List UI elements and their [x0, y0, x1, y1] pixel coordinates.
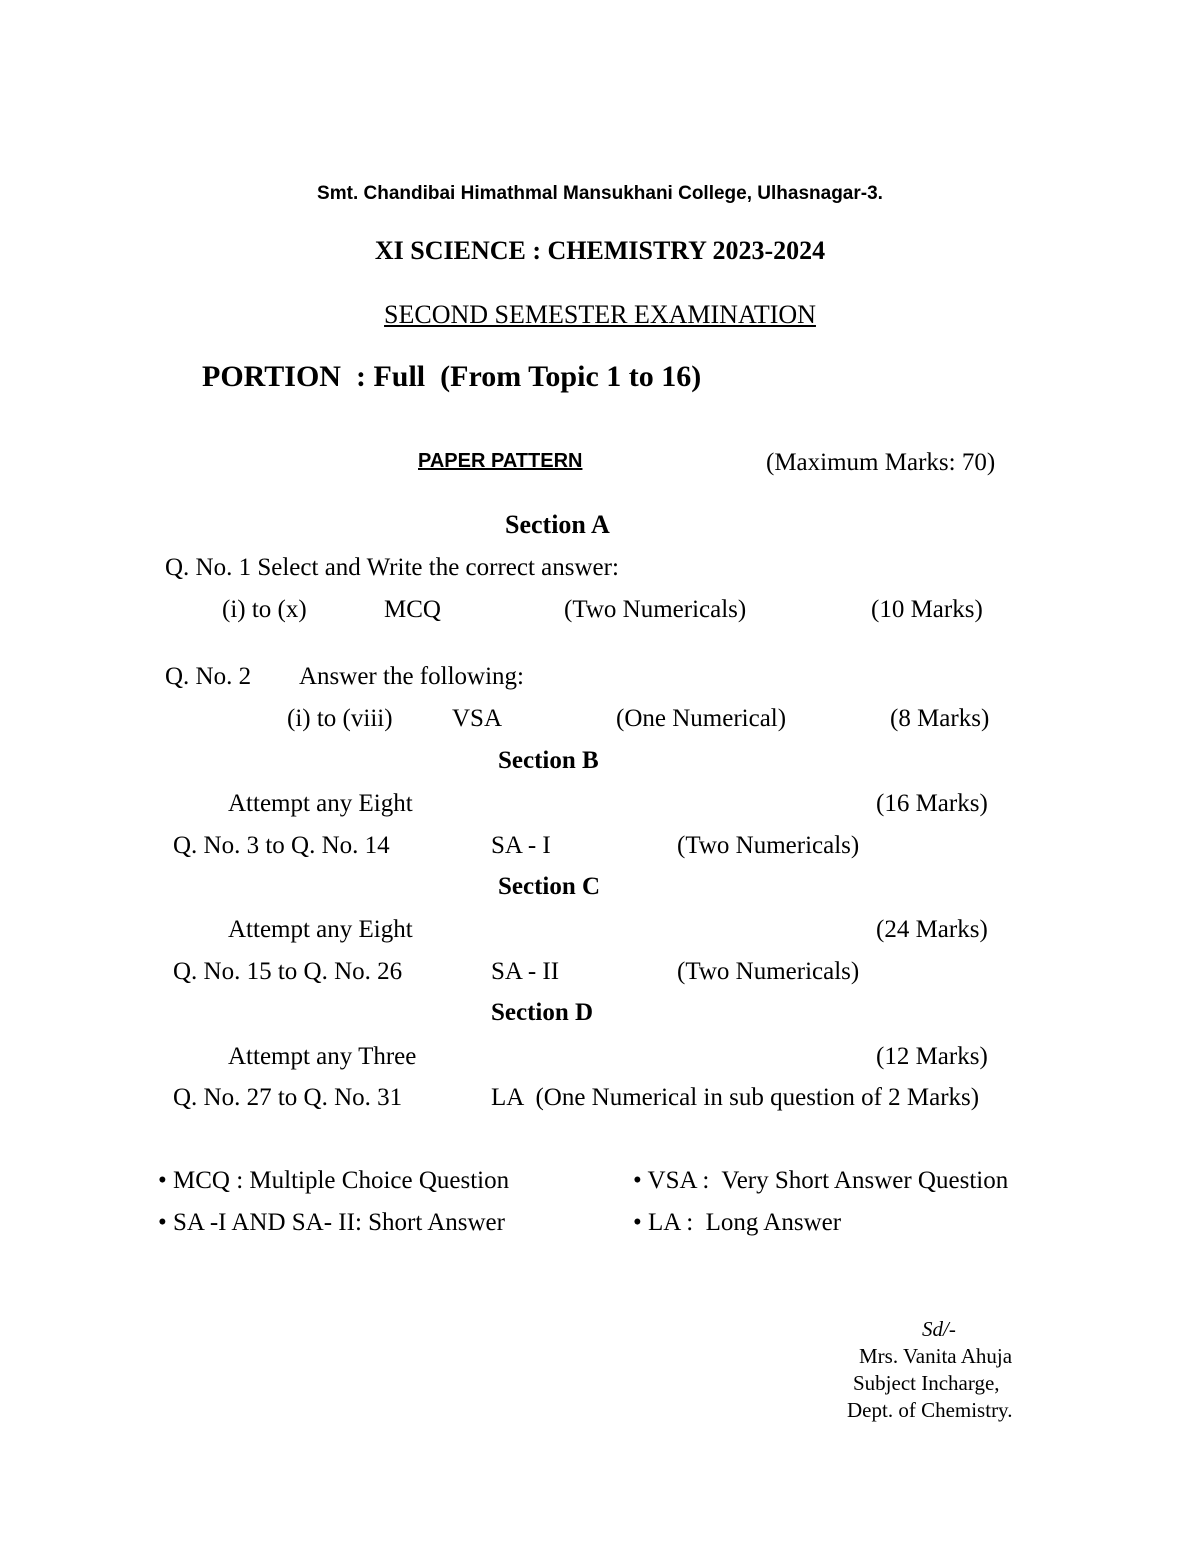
- portion-line: PORTION : Full (From Topic 1 to 16): [202, 360, 702, 393]
- section-c-type: SA - II: [491, 958, 560, 985]
- legend-la: • LA : Long Answer: [633, 1209, 842, 1236]
- maximum-marks: (Maximum Marks: 70): [766, 449, 996, 476]
- q2-range: (i) to (viii): [287, 705, 393, 732]
- q2-marks: (8 Marks): [890, 705, 990, 732]
- signatory-role: Subject Incharge,: [853, 1371, 1000, 1395]
- section-d-range: Q. No. 27 to Q. No. 31: [173, 1084, 403, 1111]
- q2-number: Q. No. 2: [165, 663, 252, 690]
- section-c-note: (Two Numericals): [677, 958, 860, 985]
- section-c-range: Q. No. 15 to Q. No. 26: [173, 958, 403, 985]
- q2-type: VSA: [452, 705, 503, 732]
- section-a-title: Section A: [505, 510, 610, 539]
- signatory-name: Mrs. Vanita Ahuja: [859, 1344, 1013, 1368]
- paper-pattern-title: PAPER PATTERN: [418, 450, 583, 472]
- section-b-type: SA - I: [491, 832, 551, 859]
- class-subject-title: XI SCIENCE : CHEMISTRY 2023-2024: [374, 236, 826, 265]
- section-b-title: Section B: [498, 747, 599, 774]
- section-d-type-note: LA (One Numerical in sub question of 2 Marks): [491, 1084, 980, 1111]
- q2-instruction: Answer the following:: [299, 663, 524, 690]
- section-d-marks: (12 Marks): [876, 1043, 988, 1070]
- section-b-note: (Two Numericals): [677, 832, 860, 859]
- q1-marks: (10 Marks): [871, 596, 983, 623]
- q2-note: (One Numerical): [616, 705, 787, 732]
- section-d-attempt: Attempt any Three: [228, 1043, 417, 1070]
- legend-vsa: • VSA : Very Short Answer Question: [633, 1167, 1009, 1194]
- exam-title: SECOND SEMESTER EXAMINATION: [384, 300, 816, 329]
- q1-note: (Two Numericals): [564, 596, 747, 623]
- q1-type: MCQ: [384, 596, 441, 623]
- college-name: Smt. Chandibai Himathmal Mansukhani College, Ulhasnagar-3.: [317, 183, 883, 204]
- signatory-department: Dept. of Chemistry.: [847, 1398, 1013, 1422]
- section-b-marks: (16 Marks): [876, 790, 988, 817]
- section-b-range: Q. No. 3 to Q. No. 14: [173, 832, 390, 859]
- q1-range: (i) to (x): [222, 596, 307, 623]
- q1-instruction: Q. No. 1 Select and Write the correct answer:: [165, 554, 619, 581]
- legend-mcq: • MCQ : Multiple Choice Question: [158, 1167, 510, 1194]
- signature-sd: Sd/-: [922, 1317, 956, 1341]
- section-c-marks: (24 Marks): [876, 916, 988, 943]
- section-d-title: Section D: [491, 999, 594, 1026]
- section-c-title: Section C: [498, 873, 601, 900]
- legend-sa: • SA -I AND SA- II: Short Answer: [158, 1209, 505, 1236]
- section-b-attempt: Attempt any Eight: [228, 790, 413, 817]
- section-c-attempt: Attempt any Eight: [228, 916, 413, 943]
